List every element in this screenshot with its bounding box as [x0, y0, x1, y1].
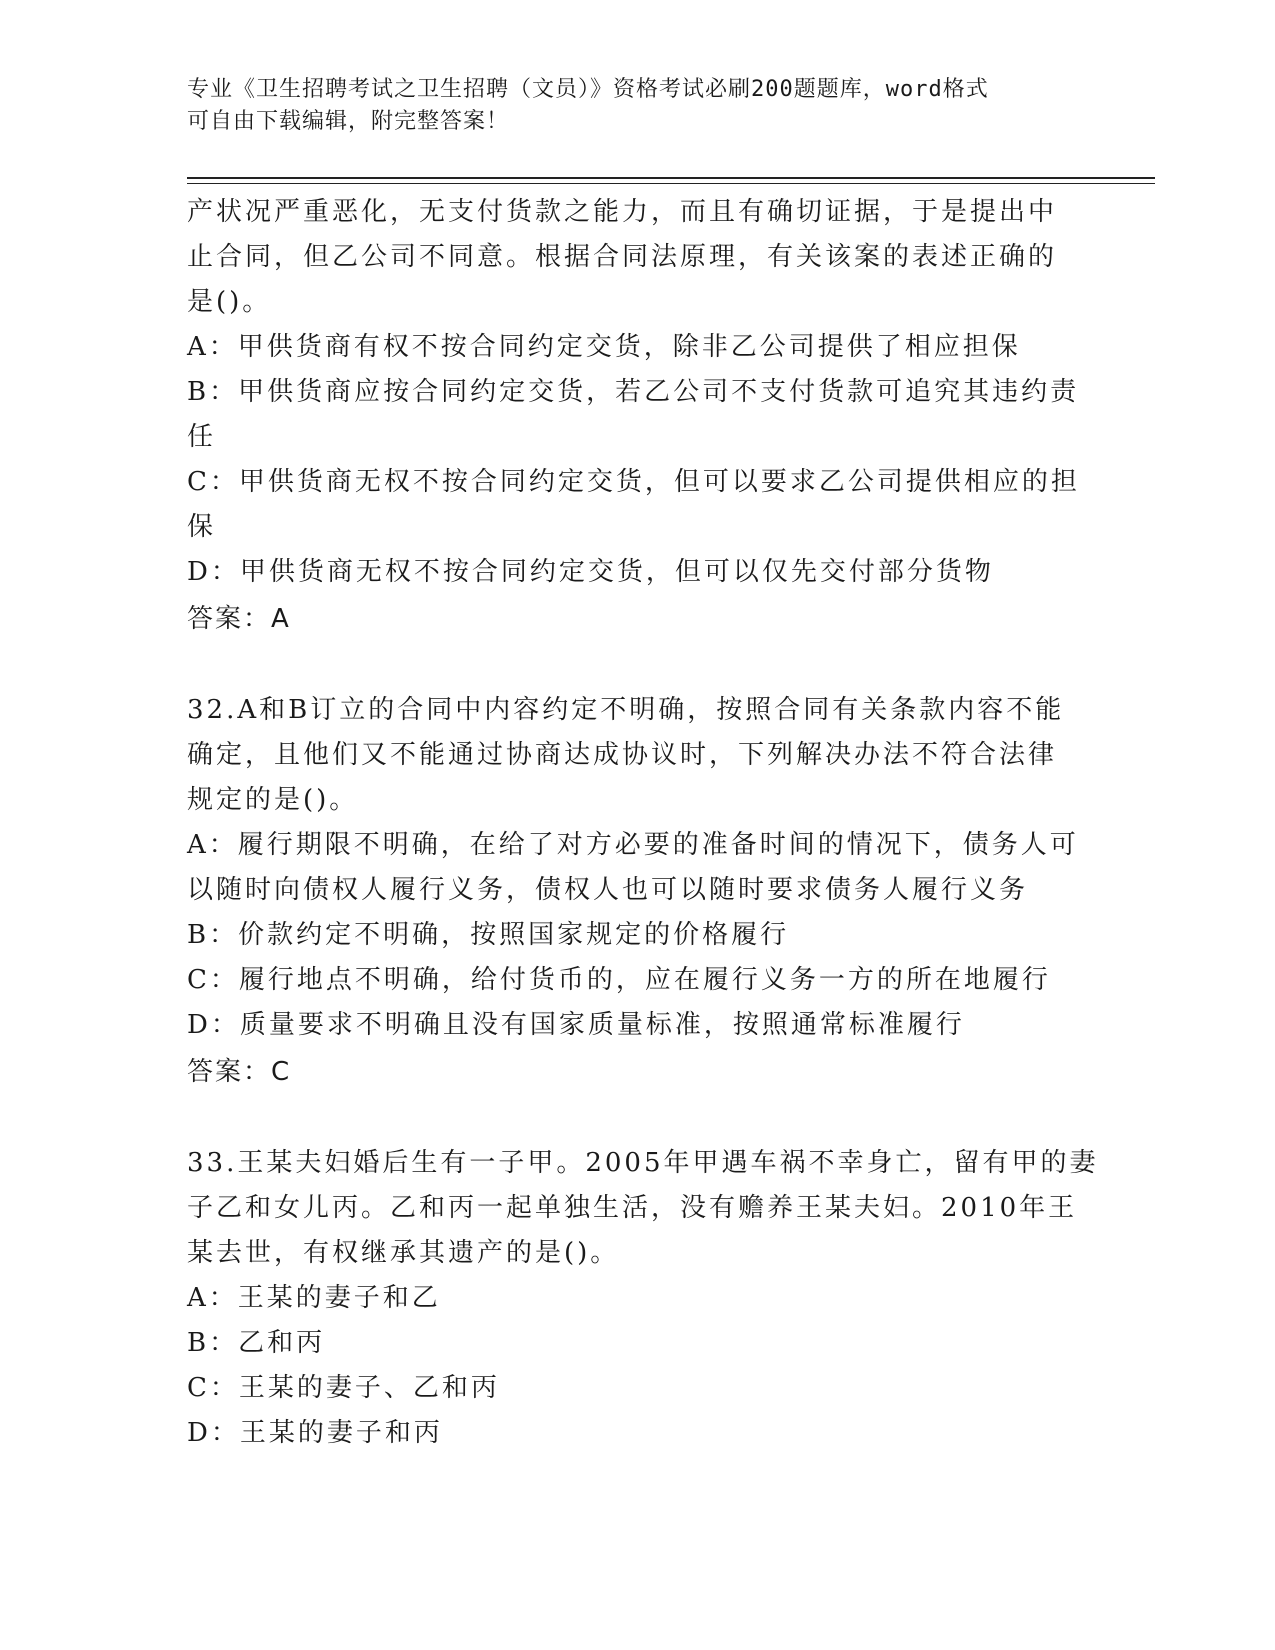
question-33: [187, 1141, 1099, 1456]
option-c: C：甲供货商无权不按合同约定交货，但可以要求乙公司提供相应的担: [187, 467, 1080, 497]
option-c: C：王某的妻子、乙和丙: [187, 1373, 500, 1403]
question-32: [187, 688, 1087, 1095]
question-stem-line: 32.A和B订立的合同中内容约定不明确，按照合同有关条款内容不能: [187, 695, 1065, 725]
option-a: A：履行期限不明确，在给了对方必要的准备时间的情况下，债务人可: [187, 830, 1079, 860]
question-stem-line: 子乙和女儿丙。乙和丙一起单独生活，没有赡养王某夫妇。2010年王: [187, 1193, 1078, 1223]
header-divider-thin: [187, 183, 1155, 184]
option-d: D：甲供货商无权不按合同约定交货，但可以仅先交付部分货物: [187, 557, 994, 587]
header-divider-thick: [187, 177, 1155, 179]
option-b: B：乙和丙: [187, 1328, 326, 1358]
option-b-continued: 任: [187, 422, 217, 452]
option-c: C：履行地点不明确，给付货币的，应在履行义务一方的所在地履行: [187, 965, 1051, 995]
question-stem-line: 规定的是()。: [187, 785, 359, 815]
option-c-continued: 保: [187, 512, 217, 542]
header-title-line-1: 专业《卫生招聘考试之卫生招聘（文员）》资格考试必刷200题题库，word格式: [187, 77, 989, 102]
answer-label: 答案：A: [187, 604, 291, 634]
question-stem-line: 33.王某夫妇婚后生有一子甲。2005年甲遇车祸不幸身亡，留有甲的妻: [187, 1148, 1099, 1178]
question-stem-line: 某去世，有权继承其遗产的是()。: [187, 1238, 620, 1268]
option-d: D：质量要求不明确且没有国家质量标准，按照通常标准履行: [187, 1010, 965, 1040]
question-spacer: [187, 642, 1087, 688]
option-d: D：王某的妻子和丙: [187, 1418, 443, 1448]
question-spacer: [187, 1095, 1087, 1141]
document-body: [187, 190, 1099, 1456]
question-stem-line: 止合同，但乙公司不同意。根据合同法原理，有关该案的表述正确的: [187, 242, 1058, 272]
question-stem-line: 确定，且他们又不能通过协商达成协议时，下列解决办法不符合法律: [187, 740, 1058, 770]
option-b: B：价款约定不明确，按照国家规定的价格履行: [187, 920, 790, 950]
option-a: A：甲供货商有权不按合同约定交货，除非乙公司提供了相应担保: [187, 332, 1021, 362]
option-b: B：甲供货商应按合同约定交货，若乙公司不支付货款可追究其违约责: [187, 377, 1080, 407]
option-a: A：王某的妻子和乙: [187, 1283, 441, 1313]
document-header: [187, 74, 1077, 138]
header-title-line-2: 可自由下载编辑，附完整答案！: [187, 109, 510, 134]
question-stem-line: 产状况严重恶化，无支付货款之能力，而且有确切证据，于是提出中: [187, 197, 1058, 227]
option-a-continued: 以随时向债权人履行义务，债权人也可以随时要求债务人履行义务: [187, 875, 1029, 905]
answer-label: 答案：C: [187, 1057, 292, 1087]
question-stem-line: 是()。: [187, 287, 272, 317]
question-31: [187, 190, 1087, 642]
